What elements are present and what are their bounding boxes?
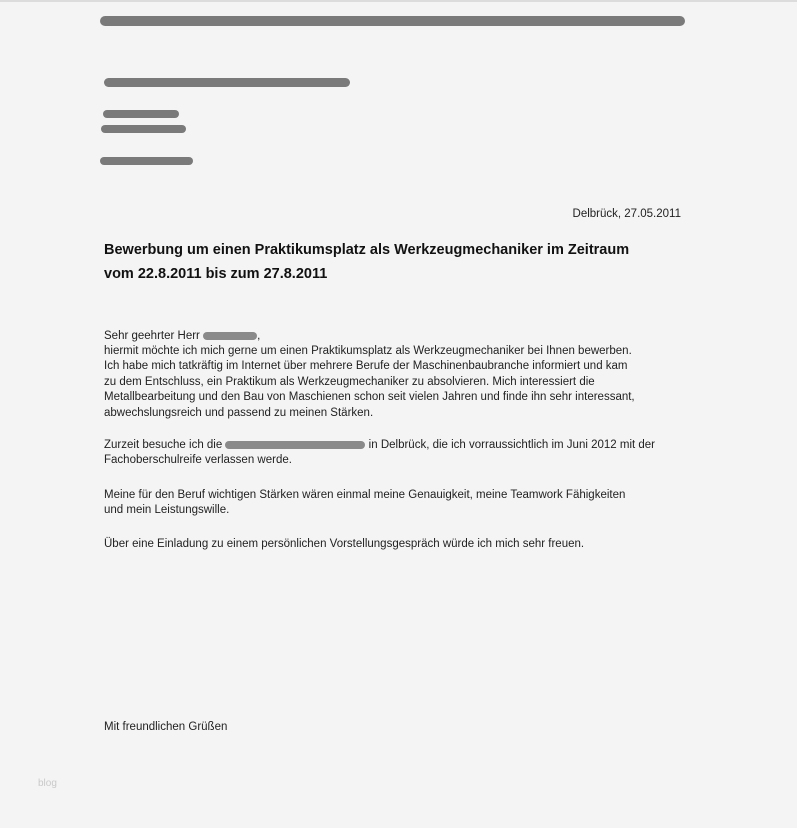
paragraph-line: [104, 438, 655, 453]
paragraph-2: [104, 438, 655, 469]
paragraph-text: in Delbrück, die ich vorraussichtlich im Juni 2012 mit der: [368, 439, 656, 451]
paragraph-line: hiermit möchte ich mich gerne um einen Praktikumsplatz als Werkzeugmechaniker bei Ihnen bewerben.: [104, 345, 632, 357]
salutation-comma: ,: [257, 330, 261, 342]
paragraph-line: abwechslungsreich und passend zu meinen Stärken.: [104, 406, 374, 419]
watermark: blog: [38, 778, 57, 789]
closing: Mit freundlichen Grüßen: [104, 721, 228, 733]
date-line: Delbrück, 27.05.2011: [572, 208, 681, 220]
paragraph-line: zu dem Entschluss, ein Praktikum als Werkzeugmechaniker zu absolvieren. Mich interessiert die: [104, 375, 595, 388]
paragraph-line: und mein Leistungswille.: [104, 504, 230, 517]
salutation: [104, 329, 260, 344]
paragraph-4: Über eine Einladung zu einem persönlichen Vorstellungsgespräch würde ich mich sehr freuen.: [104, 538, 585, 550]
paragraph-line: Fachoberschulreife verlassen werde.: [104, 454, 292, 467]
subject-line-2: vom 22.8.2011 bis zum 27.8.2011: [104, 266, 328, 282]
paragraph-line: Ich habe mich tatkräftig im Internet über mehrere Berufe der Maschinenbaubranche informiert und kam: [104, 360, 628, 373]
paragraph-line: Metallbearbeitung und den Bau von Maschienen schon seit vielen Jahren und finde ihn sehr interessant,: [104, 391, 635, 404]
paragraph-3: [104, 488, 625, 519]
redacted-sender-line: [100, 16, 685, 26]
paragraph-text: Zurzeit besuche ich die: [104, 439, 223, 451]
redacted-name: [203, 332, 257, 340]
redacted-city: [100, 157, 193, 165]
salutation-text: Sehr geehrter Herr: [104, 330, 200, 342]
redacted-school: [225, 441, 365, 449]
redacted-contact: [103, 110, 179, 118]
redacted-company: [104, 78, 350, 87]
redacted-street: [101, 125, 186, 133]
paragraph-1: [104, 344, 635, 421]
paragraph-line: Meine für den Beruf wichtigen Stärken wären einmal meine Genauigkeit, meine Teamwork Fähigkeiten: [104, 489, 626, 501]
subject-line-1: Bewerbung um einen Praktikumsplatz als Werkzeugmechaniker im Zeitraum: [104, 242, 630, 258]
